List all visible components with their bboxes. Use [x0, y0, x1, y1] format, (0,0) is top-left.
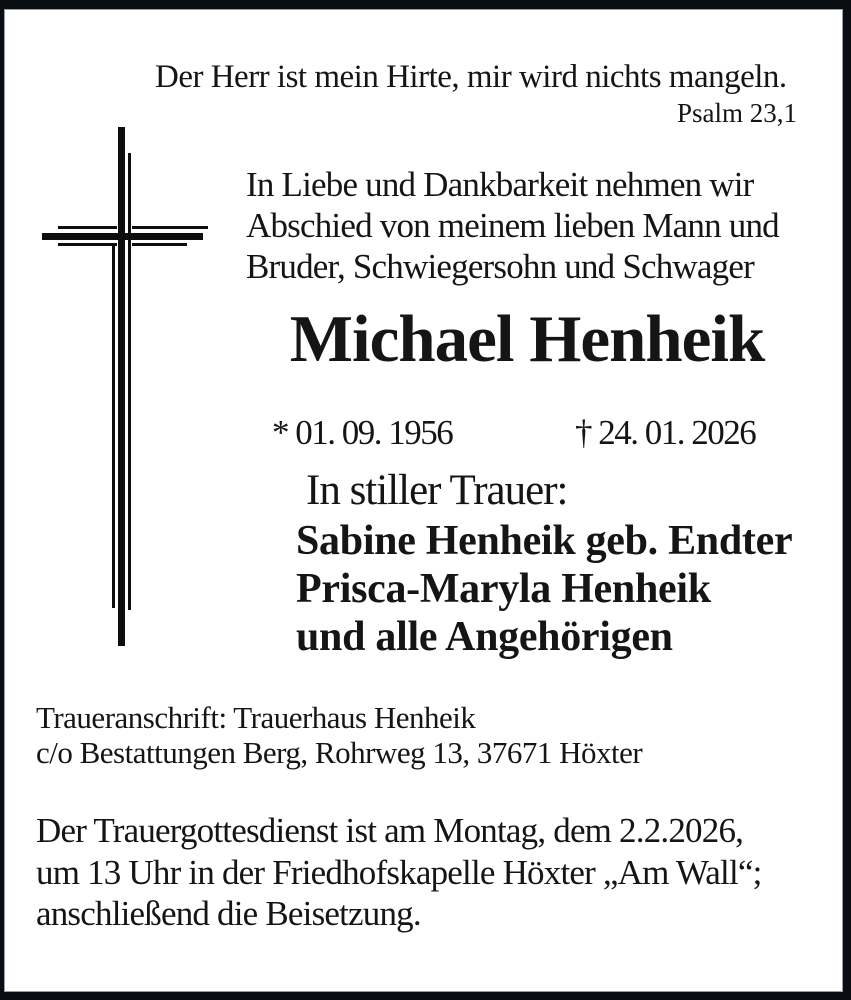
birth-date: * 01. 09. 1956: [272, 413, 453, 452]
service-line-3: anschließend die Beisetzung.: [36, 894, 421, 933]
cross-horizontal-thin-bottom-left-bar: [58, 243, 117, 246]
psalm-quote: Der Herr ist mein Hirte, mir wird nichts mangeln.: [155, 59, 787, 95]
deceased-name: Michael Henheik: [289, 302, 765, 376]
cross-horizontal-thin-bottom-right-bar: [132, 243, 187, 246]
cross-horizontal-thin-top-left-bar: [58, 226, 117, 229]
service-info: [36, 810, 762, 935]
cross-vertical-thin-left-bar: [112, 246, 115, 608]
address-line-2: c/o Bestattungen Berg, Rohrweg 13, 37671 Höxter: [36, 735, 643, 770]
intro-line-2: Abschied von meinem lieben Mann und: [246, 206, 779, 245]
service-line-1: Der Trauergottesdienst ist am Montag, dem 2.2.2026,: [36, 811, 744, 850]
service-line-2: um 13 Uhr in der Friedhofskapelle Höxter „Am Wall“;: [36, 852, 762, 892]
cross-vertical-thin-right-bar: [128, 153, 131, 610]
mourners-list: [296, 517, 792, 661]
psalm-reference: Psalm 23,1: [676, 98, 797, 128]
mourner-line-2: Prisca-Maryla Henheik: [296, 566, 711, 612]
death-date: † 24. 01. 2026: [575, 413, 756, 452]
mourner-line-1: Sabine Henheik geb. Endter: [296, 518, 793, 564]
cross-horizontal-thick-bar: [42, 233, 203, 240]
intro-text: [246, 164, 779, 287]
intro-line-3: Bruder, Schwiegersohn und Schwager: [246, 247, 754, 286]
cross-horizontal-thin-top-right-bar: [132, 226, 208, 229]
mourning-address: [36, 700, 642, 770]
cross-vertical-thick-bar: [118, 127, 125, 646]
intro-line-1: In Liebe und Dankbarkeit nehmen wir: [246, 165, 754, 204]
christian-cross-icon: [40, 125, 210, 650]
mourner-line-3: und alle Angehörigen: [296, 614, 673, 660]
address-line-1: Traueranschrift: Trauerhaus Henheik: [36, 700, 476, 735]
mourning-heading: In stiller Trauer:: [306, 467, 568, 514]
